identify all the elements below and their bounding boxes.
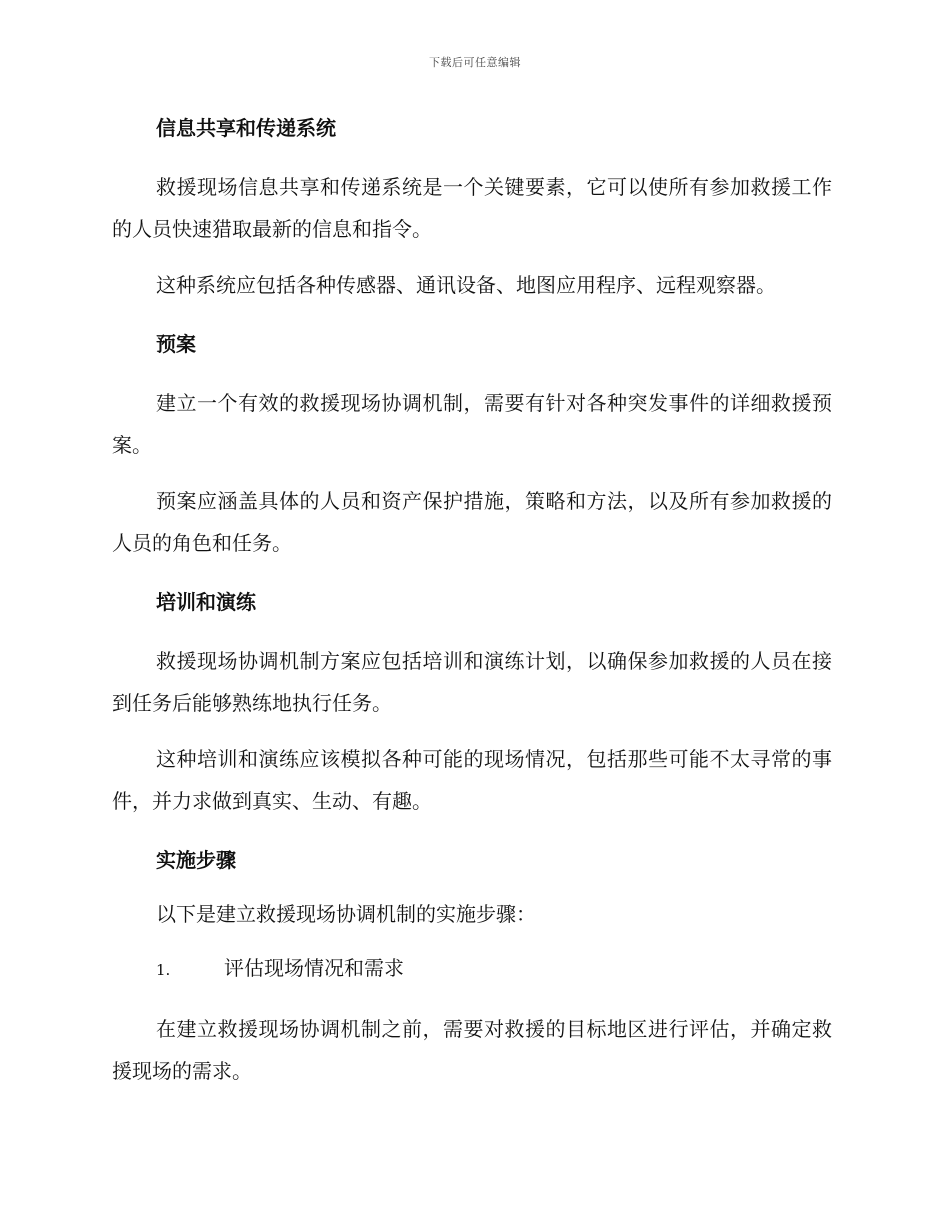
list-item-text: 评估现场情况和需求	[224, 956, 404, 980]
steps-intro	[112, 898, 832, 930]
section-heading-training: 培训和演练	[156, 590, 256, 614]
section-heading-steps: 实施步骤	[156, 848, 236, 872]
paragraph: 建立一个有效的救援现场协调机制，需要有针对各种突发事件的详细救援预案。	[112, 391, 832, 457]
list-item-number: 1.	[156, 961, 171, 979]
paragraph: 在建立救援现场协调机制之前，需要对救援的目标地区进行评估，并确定救援现场的需求。	[112, 1017, 832, 1083]
paragraph: 这种系统应包括各种传感器、通讯设备、地图应用程序、远程观察器。	[156, 273, 776, 297]
paragraph: 救援现场协调机制方案应包括培训和演练计划，以确保参加救援的人员在接到任务后能够熟练地执行任务。	[112, 649, 832, 715]
steps-intro-text: 以下是建立救援现场协调机制的实施步骤：	[156, 902, 536, 926]
numbered-list-item	[112, 952, 832, 986]
section-heading-info-sharing: 信息共享和传递系统	[156, 116, 336, 140]
paragraph: 救援现场信息共享和传递系统是一个关键要素，它可以使所有参加救援工作的人员快速猎取最新的信息和指令。	[112, 175, 832, 241]
section-heading-plan: 预案	[156, 332, 196, 356]
paragraph: 预案应涵盖具体的人员和资产保护措施，策略和方法，以及所有参加救援的人员的角色和任务。	[112, 489, 832, 555]
page-header: 下载后可任意编辑	[429, 56, 521, 69]
document-body	[112, 112, 832, 1106]
paragraph: 这种培训和演练应该模拟各种可能的现场情况，包括那些可能不太寻常的事件，并力求做到真实、生动、有趣。	[112, 747, 832, 813]
